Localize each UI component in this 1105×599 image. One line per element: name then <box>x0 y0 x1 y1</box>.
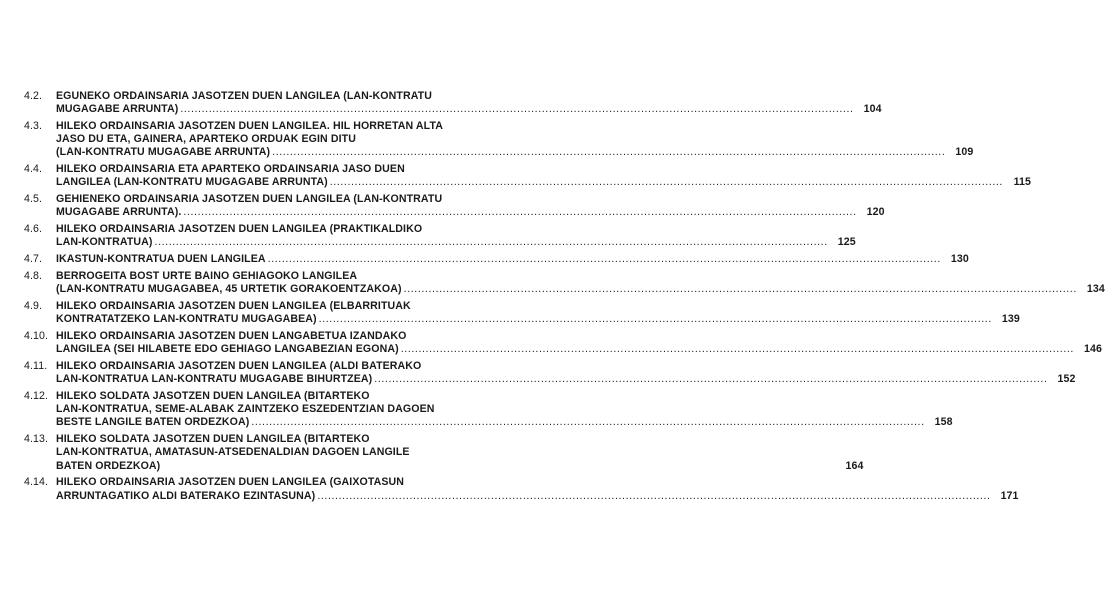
entry-title-line: MUGAGABE ARRUNTA) <box>56 103 179 116</box>
entry-title-line: JASO DU ETA, GAINERA, APARTEKO ORDUAK EGIN DITU <box>56 133 356 146</box>
entry-number: 4.11. <box>24 360 48 372</box>
dot-leader <box>183 206 856 219</box>
entry-number: 4.12. <box>24 390 49 402</box>
entry-title-line: LAN-KONTRATUA LAN-KONTRATU MUGAGABE BIHURTZEA) <box>56 373 373 386</box>
toc-entry[interactable] <box>24 90 882 116</box>
entry-number: 4.5. <box>24 193 43 206</box>
entry-page-number: 171 <box>1000 489 1019 502</box>
entry-page-number: 130 <box>950 253 969 266</box>
entry-number: 4.14. <box>24 476 49 489</box>
entry-title-line: LAN-KONTRATUA, AMATASUN-ATSEDENALDIAN DAGOEN LANGILE <box>56 446 410 459</box>
entry-number: 4.3. <box>24 120 43 132</box>
entry-title <box>56 390 953 430</box>
entry-title-line: HILEKO SOLDATA JASOTZEN DUEN LANGILEA (BITARTEKO <box>56 433 370 446</box>
toc-entry[interactable] <box>24 120 974 160</box>
entry-page-number: 158 <box>934 416 953 429</box>
entry-title <box>56 163 1031 189</box>
toc-entry[interactable] <box>24 300 1020 326</box>
entry-title-line: BESTE LANGILE BATEN ORDEZKOA) <box>56 416 250 429</box>
toc-entry[interactable] <box>24 223 856 249</box>
entry-title-line: HILEKO ORDAINSARIA JASOTZEN DUEN LANGILEA (ELBARRITUAK <box>56 300 411 312</box>
entry-title-line: HILEKO ORDAINSARIA JASOTZEN DUEN LANGILEA. HIL HORRETAN ALTA <box>56 120 443 132</box>
entry-page-number: 134 <box>1086 283 1105 296</box>
dot-leader <box>155 236 828 249</box>
toc-entry[interactable] <box>24 476 1019 502</box>
entry-title-line: MUGAGABE ARRUNTA). <box>56 206 182 219</box>
entry-title-line: HILEKO ORDAINSARIA JASOTZEN DUEN LANGILEA (PRAKTIKALDIKO <box>56 223 423 236</box>
entry-title <box>56 476 1019 502</box>
dot-leader <box>272 146 945 159</box>
entry-title-line: EGUNEKO ORDAINSARIA JASOTZEN DUEN LANGILEA (LAN-KONTRATU <box>56 90 432 102</box>
toc-entry[interactable] <box>24 270 1105 296</box>
entry-page-number: 152 <box>1057 373 1076 386</box>
entry-title-line: (LAN-KONTRATU MUGAGABEA, 45 URTETIK GORAKOENTZAKOA) <box>56 283 402 296</box>
entry-title <box>56 360 1076 386</box>
entry-number: 4.6. <box>24 223 43 236</box>
entry-title-line: BATEN ORDEZKOA) <box>56 459 161 472</box>
entry-page-number: 139 <box>1001 313 1020 326</box>
toc-entry[interactable] <box>24 433 864 473</box>
entry-title <box>56 223 856 249</box>
entry-title-line: HILEKO ORDAINSARIA ETA APARTEKO ORDAINSARIA JASO DUEN <box>56 163 405 176</box>
entry-title-line: HILEKO ORDAINSARIA JASOTZEN DUEN LANGILEA (GAIXOTASUN <box>56 476 405 489</box>
entry-number: 4.2. <box>24 90 43 102</box>
entry-number: 4.7. <box>24 253 43 266</box>
entry-page-number: 120 <box>866 206 885 219</box>
dot-leader <box>401 343 1074 356</box>
dot-leader <box>374 373 1047 386</box>
entry-page-number: 146 <box>1084 343 1102 356</box>
entry-title <box>56 90 882 116</box>
entry-title <box>56 300 1020 326</box>
entry-title-line: BERROGEITA BOST URTE BAINO GEHIAGOKO LANGILEA <box>56 270 358 282</box>
entry-title <box>56 270 1105 296</box>
dot-leader <box>404 283 1077 296</box>
entry-title <box>56 193 885 219</box>
toc-entry[interactable] <box>24 193 885 219</box>
table-of-contents <box>24 90 1105 506</box>
entry-title-line: HILEKO ORDAINSARIA JASOTZEN DUEN LANGILEA (ALDI BATERAKO <box>56 360 422 372</box>
entry-title-line: KONTRATATZEKO LAN-KONTRATU MUGAGABEA) <box>56 313 317 326</box>
entry-number: 4.10. <box>24 330 49 342</box>
dot-leader <box>268 253 941 266</box>
entry-title-line: HILEKO ORDAINSARIA JASOTZEN DUEN LANGABETUA IZANDAKO <box>56 330 407 342</box>
entry-page-number: 109 <box>955 146 974 159</box>
toc-entry[interactable] <box>24 330 1102 356</box>
entry-number: 4.13. <box>24 433 49 446</box>
entry-title-line: ARRUNTAGATIKO ALDI BATERAKO EZINTASUNA) <box>56 489 316 502</box>
entry-number: 4.9. <box>24 300 43 312</box>
entry-number: 4.4. <box>24 163 43 176</box>
dot-leader <box>317 490 990 503</box>
entry-title-line: GEHIENEKO ORDAINSARIA JASOTZEN DUEN LANGILEA (LAN-KONTRATU <box>56 193 443 206</box>
dot-leader <box>319 313 992 326</box>
entry-page-number: 115 <box>1013 176 1031 189</box>
entry-page-number: 164 <box>845 459 864 472</box>
entry-page-number: 125 <box>837 236 856 249</box>
entry-title-line: LANGILEA (SEI HILABETE EDO GEHIAGO LANGABEZIAN EGONA) <box>56 343 399 356</box>
toc-entry[interactable] <box>24 390 953 430</box>
entry-title-line: IKASTUN-KONTRATUA DUEN LANGILEA <box>56 253 266 266</box>
toc-entry[interactable] <box>24 360 1076 386</box>
dot-leader <box>330 176 1003 189</box>
entry-title-line: LAN-KONTRATUA, SEME-ALABAK ZAINTZEKO ESZEDENTZIAN DAGOEN <box>56 403 435 416</box>
entry-title <box>56 120 973 160</box>
toc-entry[interactable] <box>24 253 969 266</box>
dot-leader <box>251 416 924 429</box>
entry-title <box>56 253 969 266</box>
dot-leader <box>180 103 853 116</box>
entry-title-line: HILEKO SOLDATA JASOTZEN DUEN LANGILEA (BITARTEKO <box>56 390 370 402</box>
entry-title-line: LAN-KONTRATUA) <box>56 236 153 249</box>
entry-number: 4.8. <box>24 270 43 282</box>
entry-page-number: 104 <box>863 103 882 116</box>
toc-entry[interactable] <box>24 163 1031 189</box>
entry-title <box>56 330 1102 356</box>
entry-title <box>56 433 864 473</box>
entry-title-line: LANGILEA (LAN-KONTRATU MUGAGABE ARRUNTA) <box>56 176 328 189</box>
entry-title-line: (LAN-KONTRATU MUGAGABE ARRUNTA) <box>56 146 271 159</box>
